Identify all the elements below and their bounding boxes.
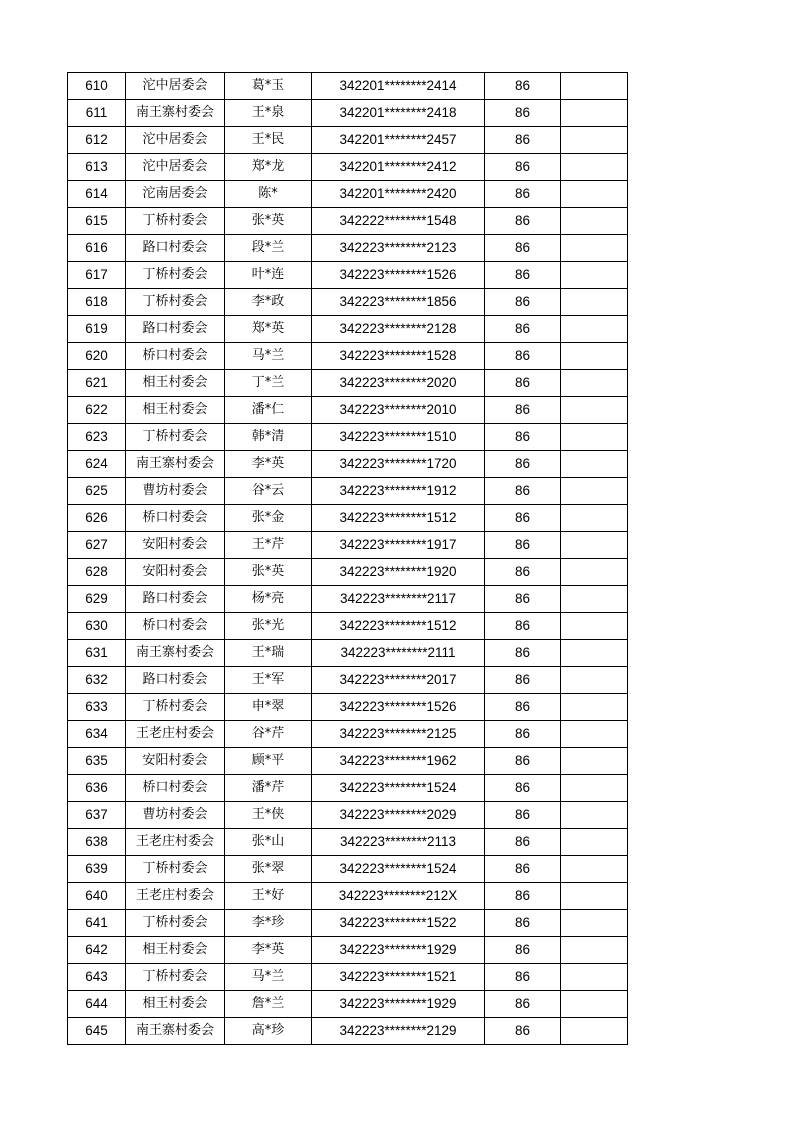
row-number-cell: 618	[68, 289, 126, 316]
table-row	[68, 127, 628, 154]
table-row	[68, 937, 628, 964]
committee-cell: 沱南居委会	[126, 181, 225, 208]
score-cell: 86	[485, 613, 561, 640]
table-row	[68, 262, 628, 289]
name-cell: 张*翠	[225, 856, 312, 883]
table-row	[68, 154, 628, 181]
row-number-cell: 612	[68, 127, 126, 154]
table-row	[68, 289, 628, 316]
committee-cell: 南王寨村委会	[126, 100, 225, 127]
committee-cell: 南王寨村委会	[126, 1018, 225, 1045]
committee-cell: 路口村委会	[126, 667, 225, 694]
id-number-cell: 342223********1526	[312, 262, 485, 289]
id-number-cell: 342223********1522	[312, 910, 485, 937]
score-cell: 86	[485, 586, 561, 613]
score-cell: 86	[485, 127, 561, 154]
score-cell: 86	[485, 343, 561, 370]
score-cell: 86	[485, 910, 561, 937]
table-row	[68, 775, 628, 802]
score-cell: 86	[485, 262, 561, 289]
id-number-cell: 342223********1920	[312, 559, 485, 586]
remark-cell	[561, 208, 628, 235]
name-cell: 顾*平	[225, 748, 312, 775]
table-row	[68, 235, 628, 262]
name-cell: 李*英	[225, 451, 312, 478]
score-cell: 86	[485, 154, 561, 181]
name-cell: 张*山	[225, 829, 312, 856]
committee-cell: 沱中居委会	[126, 127, 225, 154]
committee-cell: 相王村委会	[126, 370, 225, 397]
committee-cell: 桥口村委会	[126, 613, 225, 640]
id-number-cell: 342223********1912	[312, 478, 485, 505]
row-number-cell: 633	[68, 694, 126, 721]
id-number-cell: 342223********1720	[312, 451, 485, 478]
id-number-cell: 342223********2113	[312, 829, 485, 856]
table-row	[68, 802, 628, 829]
row-number-cell: 617	[68, 262, 126, 289]
id-number-cell: 342223********2010	[312, 397, 485, 424]
id-number-cell: 342201********2420	[312, 181, 485, 208]
id-number-cell: 342222********1548	[312, 208, 485, 235]
name-cell: 葛*玉	[225, 73, 312, 100]
score-cell: 86	[485, 451, 561, 478]
remark-cell	[561, 856, 628, 883]
remark-cell	[561, 100, 628, 127]
name-cell: 郑*龙	[225, 154, 312, 181]
committee-cell: 相王村委会	[126, 991, 225, 1018]
committee-cell: 沱中居委会	[126, 154, 225, 181]
table-row	[68, 343, 628, 370]
score-cell: 86	[485, 532, 561, 559]
name-cell: 申*翠	[225, 694, 312, 721]
remark-cell	[561, 289, 628, 316]
table-row	[68, 883, 628, 910]
remark-cell	[561, 910, 628, 937]
committee-cell: 丁桥村委会	[126, 694, 225, 721]
remark-cell	[561, 262, 628, 289]
name-cell: 高*珍	[225, 1018, 312, 1045]
row-number-cell: 624	[68, 451, 126, 478]
table-row	[68, 1018, 628, 1045]
table-body	[68, 73, 628, 1045]
remark-cell	[561, 505, 628, 532]
committee-cell: 丁桥村委会	[126, 424, 225, 451]
table-row	[68, 478, 628, 505]
id-number-cell: 342223********1526	[312, 694, 485, 721]
score-cell: 86	[485, 721, 561, 748]
id-number-cell: 342223********1512	[312, 613, 485, 640]
committee-cell: 路口村委会	[126, 235, 225, 262]
committee-cell: 南王寨村委会	[126, 640, 225, 667]
table-row	[68, 181, 628, 208]
row-number-cell: 622	[68, 397, 126, 424]
remark-cell	[561, 694, 628, 721]
row-number-cell: 619	[68, 316, 126, 343]
table-row	[68, 559, 628, 586]
table-row	[68, 424, 628, 451]
name-cell: 谷*云	[225, 478, 312, 505]
committee-cell: 丁桥村委会	[126, 208, 225, 235]
id-number-cell: 342223********1929	[312, 991, 485, 1018]
remark-cell	[561, 370, 628, 397]
id-number-cell: 342223********1917	[312, 532, 485, 559]
committee-cell: 南王寨村委会	[126, 451, 225, 478]
table-row	[68, 505, 628, 532]
row-number-cell: 629	[68, 586, 126, 613]
table-row	[68, 208, 628, 235]
table-row	[68, 856, 628, 883]
committee-cell: 路口村委会	[126, 586, 225, 613]
name-cell: 王*军	[225, 667, 312, 694]
table-row	[68, 991, 628, 1018]
score-cell: 86	[485, 100, 561, 127]
table-row	[68, 829, 628, 856]
remark-cell	[561, 937, 628, 964]
name-cell: 张*英	[225, 208, 312, 235]
score-cell: 86	[485, 208, 561, 235]
row-number-cell: 637	[68, 802, 126, 829]
id-number-cell: 342223********2029	[312, 802, 485, 829]
remark-cell	[561, 559, 628, 586]
id-number-cell: 342201********2457	[312, 127, 485, 154]
score-cell: 86	[485, 316, 561, 343]
committee-cell: 王老庄村委会	[126, 883, 225, 910]
remark-cell	[561, 721, 628, 748]
score-cell: 86	[485, 775, 561, 802]
name-cell: 杨*亮	[225, 586, 312, 613]
data-table	[67, 72, 628, 1045]
id-number-cell: 342223********2111	[312, 640, 485, 667]
name-cell: 马*兰	[225, 343, 312, 370]
remark-cell	[561, 613, 628, 640]
committee-cell: 安阳村委会	[126, 748, 225, 775]
committee-cell: 沱中居委会	[126, 73, 225, 100]
id-number-cell: 342223********1962	[312, 748, 485, 775]
score-cell: 86	[485, 640, 561, 667]
committee-cell: 相王村委会	[126, 937, 225, 964]
row-number-cell: 642	[68, 937, 126, 964]
row-number-cell: 611	[68, 100, 126, 127]
id-number-cell: 342201********2414	[312, 73, 485, 100]
committee-cell: 桥口村委会	[126, 775, 225, 802]
row-number-cell: 635	[68, 748, 126, 775]
committee-cell: 安阳村委会	[126, 532, 225, 559]
name-cell: 丁*兰	[225, 370, 312, 397]
score-cell: 86	[485, 73, 561, 100]
committee-cell: 丁桥村委会	[126, 262, 225, 289]
remark-cell	[561, 343, 628, 370]
row-number-cell: 620	[68, 343, 126, 370]
id-number-cell: 342223********1512	[312, 505, 485, 532]
row-number-cell: 640	[68, 883, 126, 910]
name-cell: 张*光	[225, 613, 312, 640]
score-cell: 86	[485, 829, 561, 856]
score-cell: 86	[485, 397, 561, 424]
remark-cell	[561, 883, 628, 910]
row-number-cell: 644	[68, 991, 126, 1018]
remark-cell	[561, 235, 628, 262]
id-number-cell: 342223********2123	[312, 235, 485, 262]
row-number-cell: 627	[68, 532, 126, 559]
remark-cell	[561, 991, 628, 1018]
name-cell: 李*政	[225, 289, 312, 316]
committee-cell: 曹坊村委会	[126, 478, 225, 505]
row-number-cell: 616	[68, 235, 126, 262]
score-cell: 86	[485, 505, 561, 532]
id-number-cell: 342223********1510	[312, 424, 485, 451]
row-number-cell: 632	[68, 667, 126, 694]
row-number-cell: 631	[68, 640, 126, 667]
remark-cell	[561, 586, 628, 613]
table-row	[68, 397, 628, 424]
table-row	[68, 910, 628, 937]
committee-cell: 王老庄村委会	[126, 721, 225, 748]
id-number-cell: 342223********2117	[312, 586, 485, 613]
table-row	[68, 748, 628, 775]
remark-cell	[561, 775, 628, 802]
table-row	[68, 964, 628, 991]
committee-cell: 相王村委会	[126, 397, 225, 424]
score-cell: 86	[485, 1018, 561, 1045]
table-row	[68, 532, 628, 559]
committee-cell: 丁桥村委会	[126, 856, 225, 883]
row-number-cell: 641	[68, 910, 126, 937]
id-number-cell: 342223********1856	[312, 289, 485, 316]
name-cell: 王*芹	[225, 532, 312, 559]
table-row	[68, 73, 628, 100]
row-number-cell: 643	[68, 964, 126, 991]
name-cell: 韩*清	[225, 424, 312, 451]
name-cell: 王*侠	[225, 802, 312, 829]
remark-cell	[561, 667, 628, 694]
score-cell: 86	[485, 937, 561, 964]
row-number-cell: 614	[68, 181, 126, 208]
remark-cell	[561, 640, 628, 667]
remark-cell	[561, 397, 628, 424]
remark-cell	[561, 316, 628, 343]
name-cell: 詹*兰	[225, 991, 312, 1018]
score-cell: 86	[485, 964, 561, 991]
id-number-cell: 342201********2418	[312, 100, 485, 127]
remark-cell	[561, 127, 628, 154]
id-number-cell: 342223********1521	[312, 964, 485, 991]
table-row	[68, 100, 628, 127]
remark-cell	[561, 802, 628, 829]
id-number-cell: 342223********1528	[312, 343, 485, 370]
score-cell: 86	[485, 991, 561, 1018]
table-row	[68, 316, 628, 343]
remark-cell	[561, 181, 628, 208]
id-number-cell: 342223********2020	[312, 370, 485, 397]
row-number-cell: 645	[68, 1018, 126, 1045]
row-number-cell: 613	[68, 154, 126, 181]
score-cell: 86	[485, 181, 561, 208]
table-row	[68, 586, 628, 613]
table-row	[68, 640, 628, 667]
remark-cell	[561, 532, 628, 559]
score-cell: 86	[485, 424, 561, 451]
table-row	[68, 370, 628, 397]
committee-cell: 路口村委会	[126, 316, 225, 343]
committee-cell: 王老庄村委会	[126, 829, 225, 856]
score-cell: 86	[485, 289, 561, 316]
remark-cell	[561, 451, 628, 478]
name-cell: 张*金	[225, 505, 312, 532]
committee-cell: 丁桥村委会	[126, 289, 225, 316]
score-cell: 86	[485, 748, 561, 775]
name-cell: 叶*连	[225, 262, 312, 289]
score-cell: 86	[485, 370, 561, 397]
table-row	[68, 721, 628, 748]
row-number-cell: 634	[68, 721, 126, 748]
remark-cell	[561, 478, 628, 505]
name-cell: 王*好	[225, 883, 312, 910]
committee-cell: 曹坊村委会	[126, 802, 225, 829]
table-row	[68, 613, 628, 640]
committee-cell: 丁桥村委会	[126, 910, 225, 937]
name-cell: 段*兰	[225, 235, 312, 262]
row-number-cell: 623	[68, 424, 126, 451]
score-cell: 86	[485, 802, 561, 829]
id-number-cell: 342223********2017	[312, 667, 485, 694]
row-number-cell: 615	[68, 208, 126, 235]
name-cell: 王*瑞	[225, 640, 312, 667]
committee-cell: 桥口村委会	[126, 505, 225, 532]
name-cell: 张*英	[225, 559, 312, 586]
row-number-cell: 610	[68, 73, 126, 100]
id-number-cell: 342223********2125	[312, 721, 485, 748]
name-cell: 陈*	[225, 181, 312, 208]
name-cell: 李*珍	[225, 910, 312, 937]
name-cell: 马*兰	[225, 964, 312, 991]
remark-cell	[561, 154, 628, 181]
remark-cell	[561, 1018, 628, 1045]
table-row	[68, 667, 628, 694]
row-number-cell: 621	[68, 370, 126, 397]
name-cell: 潘*仁	[225, 397, 312, 424]
score-cell: 86	[485, 883, 561, 910]
id-number-cell: 342223********1524	[312, 856, 485, 883]
id-number-cell: 342223********212X	[312, 883, 485, 910]
id-number-cell: 342223********1929	[312, 937, 485, 964]
row-number-cell: 626	[68, 505, 126, 532]
remark-cell	[561, 73, 628, 100]
table-row	[68, 451, 628, 478]
remark-cell	[561, 829, 628, 856]
remark-cell	[561, 748, 628, 775]
score-cell: 86	[485, 559, 561, 586]
committee-cell: 桥口村委会	[126, 343, 225, 370]
name-cell: 李*英	[225, 937, 312, 964]
id-number-cell: 342223********1524	[312, 775, 485, 802]
score-cell: 86	[485, 235, 561, 262]
committee-cell: 丁桥村委会	[126, 964, 225, 991]
table-row	[68, 694, 628, 721]
name-cell: 谷*芹	[225, 721, 312, 748]
name-cell: 王*泉	[225, 100, 312, 127]
row-number-cell: 638	[68, 829, 126, 856]
remark-cell	[561, 964, 628, 991]
score-cell: 86	[485, 667, 561, 694]
row-number-cell: 625	[68, 478, 126, 505]
row-number-cell: 639	[68, 856, 126, 883]
id-number-cell: 342223********2129	[312, 1018, 485, 1045]
id-number-cell: 342223********2128	[312, 316, 485, 343]
score-cell: 86	[485, 478, 561, 505]
name-cell: 王*民	[225, 127, 312, 154]
committee-cell: 安阳村委会	[126, 559, 225, 586]
score-cell: 86	[485, 856, 561, 883]
row-number-cell: 636	[68, 775, 126, 802]
score-cell: 86	[485, 694, 561, 721]
name-cell: 郑*英	[225, 316, 312, 343]
remark-cell	[561, 424, 628, 451]
name-cell: 潘*芹	[225, 775, 312, 802]
id-number-cell: 342201********2412	[312, 154, 485, 181]
row-number-cell: 630	[68, 613, 126, 640]
row-number-cell: 628	[68, 559, 126, 586]
